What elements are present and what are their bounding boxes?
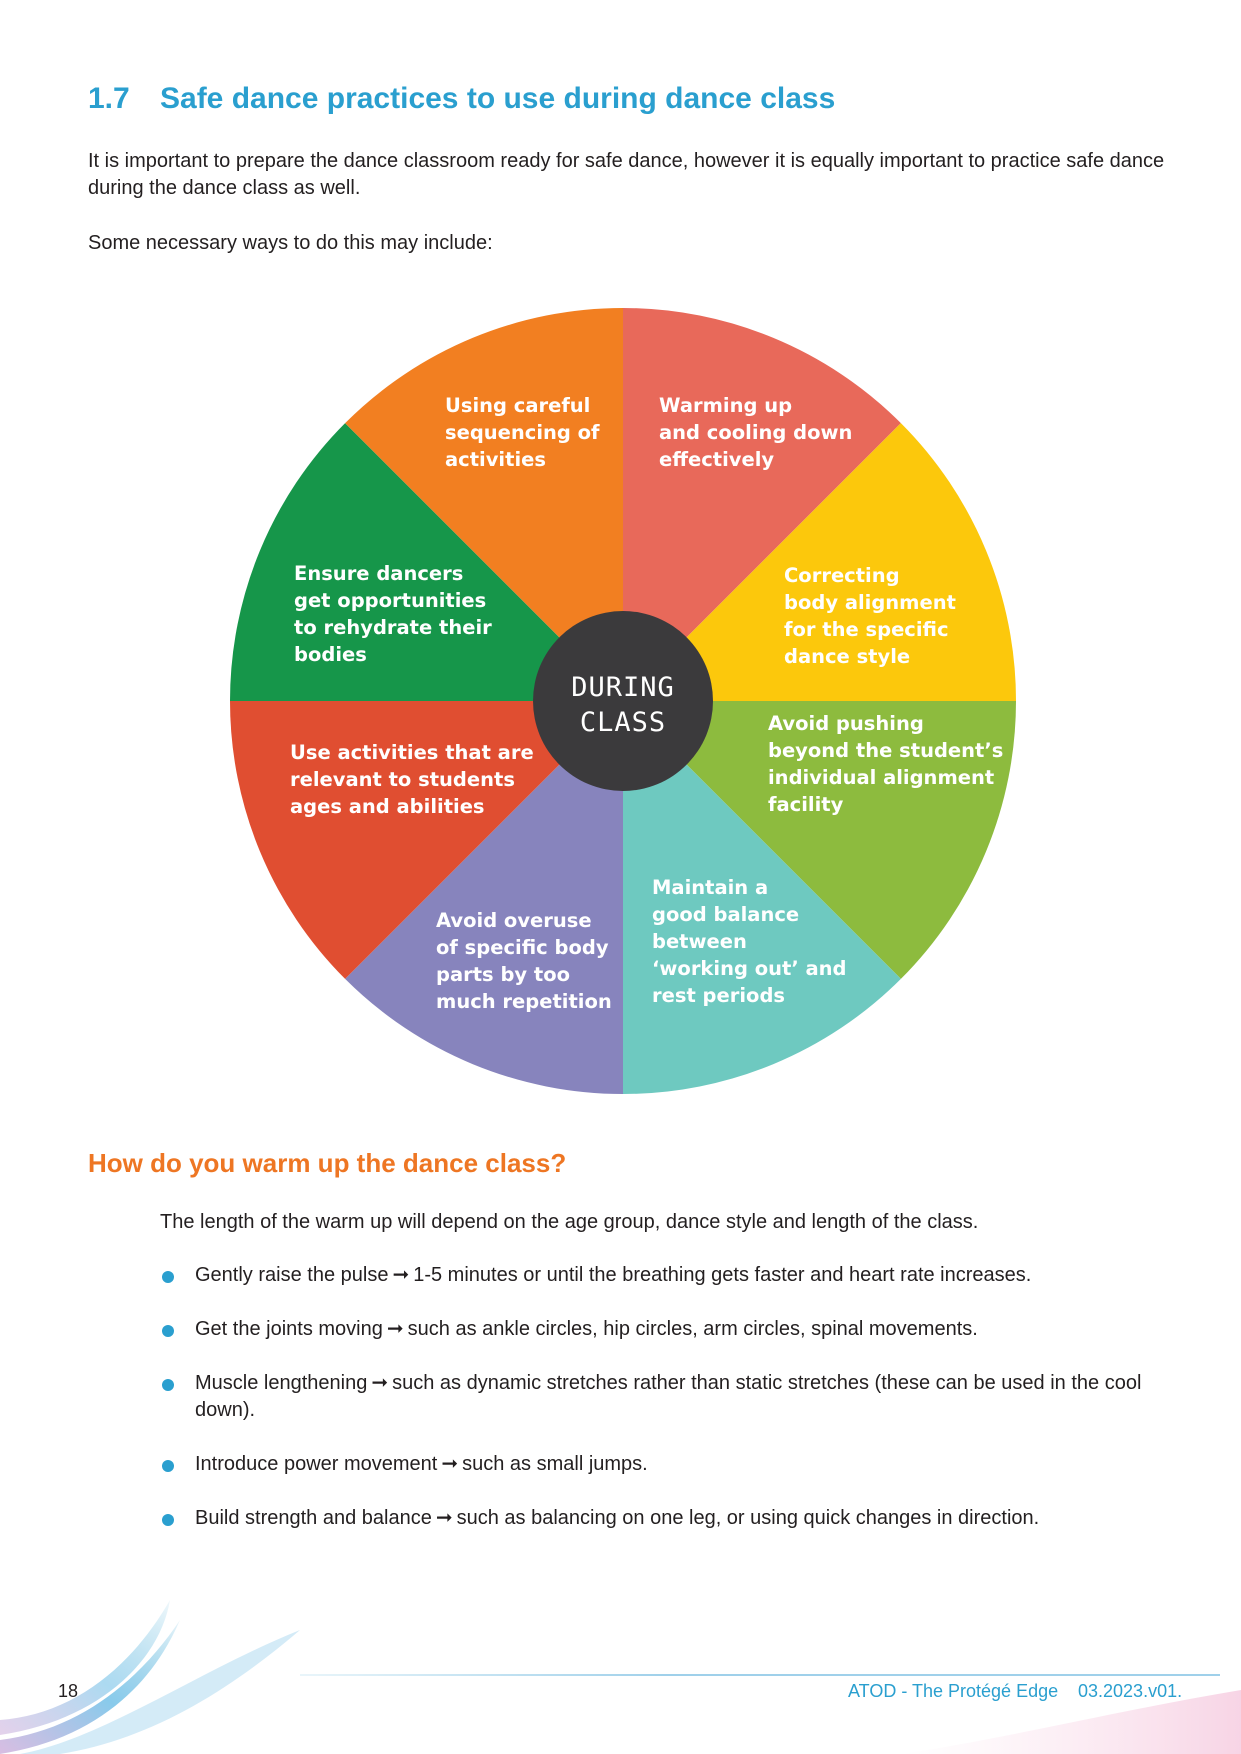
segment-label-sequencing: Using careful sequencing of activities (445, 394, 600, 471)
segment-label-relevant-activities: Use activities that are relevant to students ages and abilities (290, 741, 534, 818)
bullet-lead: Muscle lengthening (195, 1372, 368, 1394)
arrow-right-icon: ➞ (392, 1264, 410, 1286)
lead-sentence: Some necessary ways to do this may include: (88, 232, 493, 254)
list-item (160, 1262, 1170, 1289)
arrow-right-icon: ➞ (435, 1507, 453, 1529)
list-item (160, 1370, 1170, 1424)
decorative-swoosh (0, 1590, 1241, 1754)
segment-label-rehydrate: Ensure dancers get opportunities to rehydrate their bodies (294, 562, 492, 666)
bullet-lead: Build strength and balance (195, 1507, 432, 1529)
arrow-right-icon: ➞ (386, 1318, 404, 1340)
section-number: 1.7 (88, 82, 130, 115)
arrow-right-icon: ➞ (371, 1372, 389, 1394)
section-heading (88, 82, 835, 116)
arrow-right-icon: ➞ (441, 1453, 459, 1475)
segment-label-correcting-alignment: Correcting body alignment for the specific dance style (784, 564, 956, 668)
bullet-detail: 1-5 minutes or until the breathing gets faster and heart rate increases. (413, 1264, 1032, 1286)
list-item (160, 1505, 1170, 1532)
bullet-lead: Introduce power movement (195, 1453, 438, 1475)
hub-label: DURING CLASS (571, 672, 675, 738)
bullet-dot-icon (162, 1460, 174, 1472)
segment-label-avoid-pushing: Avoid pushing beyond the student’s individual alignment facility (768, 712, 1004, 816)
bullet-dot-icon (162, 1271, 174, 1283)
segment-label-avoid-overuse: Avoid overuse of specific body parts by too much repetition (436, 909, 612, 1013)
section-title: Safe dance practices to use during dance class (160, 82, 836, 115)
bullet-lead: Get the joints moving (195, 1318, 383, 1340)
bullet-dot-icon (162, 1379, 174, 1391)
bullet-lead: Gently raise the pulse (195, 1264, 389, 1286)
bullet-detail: such as balancing on one leg, or using quick changes in direction. (456, 1507, 1040, 1529)
bullet-detail: such as ankle circles, hip circles, arm circles, spinal movements. (407, 1318, 978, 1340)
bullet-detail: such as small jumps. (462, 1453, 648, 1475)
bullet-dot-icon (162, 1514, 174, 1526)
segment-label-maintain-balance: Maintain a good balance between ‘working out’ and rest periods (652, 876, 847, 1007)
page-number: 18 (58, 1681, 79, 1701)
footer-rule (300, 1674, 1220, 1676)
during-class-wheel (230, 308, 1016, 1094)
warmup-intro: The length of the warm up will depend on the age group, dance style and length of the class. (160, 1211, 979, 1233)
bullet-dot-icon (162, 1325, 174, 1337)
list-item (160, 1451, 1170, 1478)
footer-title: ATOD - The Protégé Edge (848, 1681, 1059, 1701)
list-item (160, 1316, 1170, 1343)
bullet-detail: such as dynamic stretches rather than static stretches (these can be used in the cool down). (195, 1372, 1142, 1421)
warmup-heading: How do you warm up the dance class? (88, 1148, 567, 1178)
warmup-list (160, 1262, 1170, 1559)
footer-version: 03.2023.v01. (1078, 1681, 1183, 1701)
intro-paragraph: It is important to prepare the dance classroom ready for safe dance, however it is equally important to practice safe dance during the dance class as well. (88, 150, 1165, 199)
segment-label-warming-up: Warming up and cooling down effectively (659, 394, 853, 471)
